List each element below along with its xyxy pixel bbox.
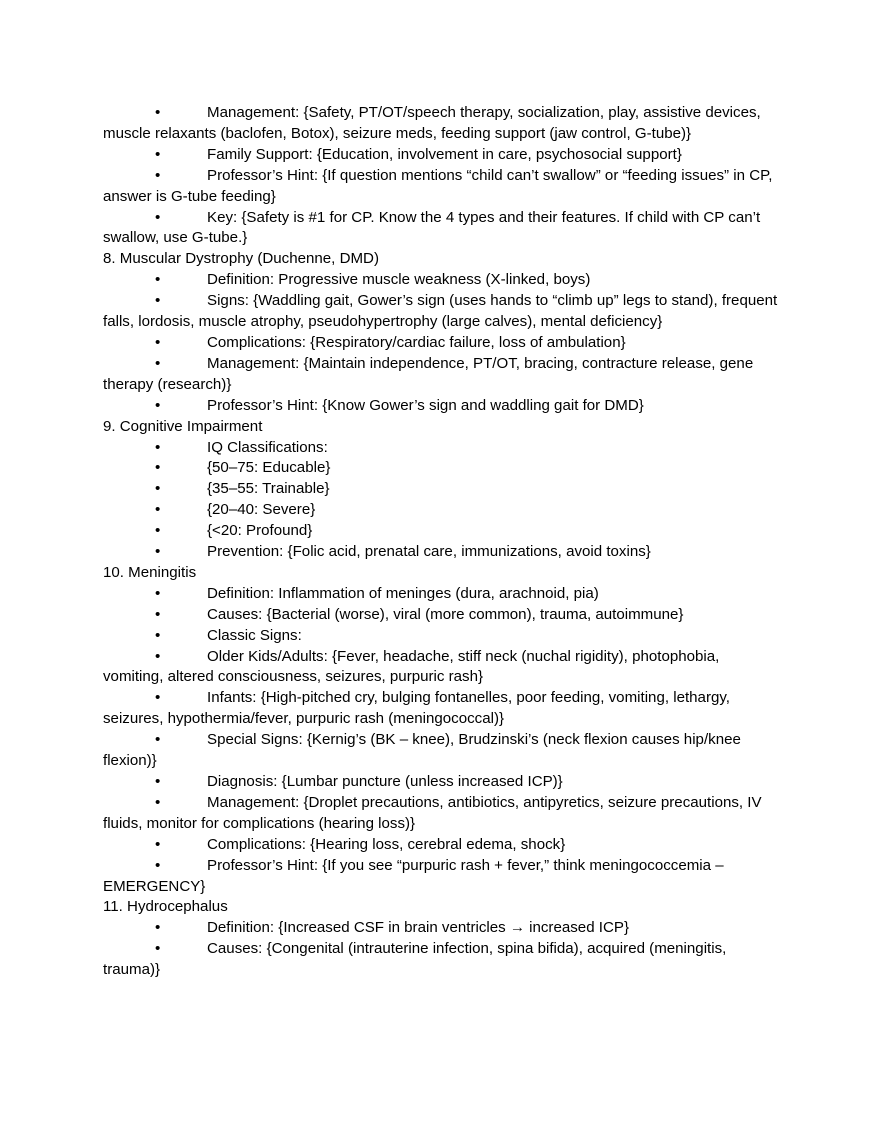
bullet-marker: • bbox=[155, 647, 161, 665]
list-item-text: Key: {Safety is #1 for CP. Know the 4 types and their features. If child with CP can’t swallow, use G-tube.} bbox=[103, 208, 761, 247]
bullet-marker: • bbox=[155, 166, 161, 184]
bullet-marker: • bbox=[155, 396, 161, 414]
bullet-marker: • bbox=[155, 919, 161, 937]
bullet-marker: • bbox=[155, 793, 161, 811]
list-item bbox=[103, 647, 783, 689]
list-item bbox=[103, 605, 783, 626]
list-item-text: {50–75: Educable} bbox=[207, 459, 331, 477]
list-item bbox=[103, 542, 783, 563]
list-item bbox=[103, 103, 783, 145]
bullet-marker: • bbox=[155, 501, 161, 519]
list-item-text: Management: {Maintain independence, PT/OT, bracing, contracture release, gene therapy (research)} bbox=[103, 354, 754, 393]
list-item-text: Complications: {Respiratory/cardiac failure, loss of ambulation} bbox=[207, 333, 626, 351]
bullet-marker: • bbox=[155, 354, 161, 372]
bullet-marker: • bbox=[155, 626, 161, 644]
list-item bbox=[103, 835, 783, 856]
list-item bbox=[103, 939, 783, 981]
bullet-marker: • bbox=[155, 689, 161, 707]
list-item bbox=[103, 479, 783, 500]
bullet-marker: • bbox=[155, 208, 161, 226]
bullet-marker: • bbox=[155, 773, 161, 790]
list-item bbox=[103, 772, 783, 793]
section-heading: 10. Meningitis bbox=[103, 563, 197, 581]
list-item bbox=[103, 145, 783, 166]
bullet-marker: • bbox=[155, 459, 161, 477]
document-body bbox=[103, 103, 783, 981]
list-item bbox=[103, 521, 783, 542]
bullet-marker: • bbox=[155, 605, 161, 623]
list-item bbox=[103, 270, 783, 291]
list-item-text: Management: {Droplet precautions, antibiotics, antipyretics, seizure precautions, IV fluids, monitor for complications (hearing loss)} bbox=[103, 793, 762, 832]
list-item-text: Prevention: {Folic acid, prenatal care, immunizations, avoid toxins} bbox=[207, 543, 651, 561]
list-item bbox=[103, 584, 783, 605]
list-item-text: Definition: Inflammation of meninges (dura, arachnoid, pia) bbox=[207, 584, 599, 602]
list-item-text: Professor’s Hint: {If you see “purpuric rash + fever,” think meningococcemia – EMERGENCY} bbox=[103, 856, 724, 895]
bullet-marker: • bbox=[155, 584, 161, 602]
list-item-text: {<20: Profound} bbox=[207, 522, 313, 540]
bullet-marker: • bbox=[155, 835, 161, 853]
list-item-text: Professor’s Hint: {Know Gower’s sign and waddling gait for DMD} bbox=[207, 396, 644, 414]
list-item-text: Special Signs: {Kernig’s (BK – knee), Brudzinski’s (neck flexion causes hip/knee flexion)} bbox=[103, 731, 741, 770]
list-item bbox=[103, 730, 783, 772]
bullet-marker: • bbox=[155, 856, 161, 874]
list-item-text: Causes: {Congenital (intrauterine infection, spina bifida), acquired (meningitis, trauma)} bbox=[103, 940, 727, 979]
list-item-text: Signs: {Waddling gait, Gower’s sign (uses hands to “climb up” legs to stand), frequent falls, lordosis, muscle atrophy, pseudohypertrophy (large calves), mental deficiency} bbox=[103, 292, 778, 331]
list-item bbox=[103, 208, 783, 250]
bullet-marker: • bbox=[155, 104, 161, 121]
section-heading: 8. Muscular Dystrophy (Duchenne, DMD) bbox=[103, 250, 379, 268]
list-item bbox=[103, 166, 783, 208]
list-item bbox=[103, 500, 783, 521]
list-item-text: Causes: {Bacterial (worse), viral (more common), trauma, autoimmune} bbox=[207, 605, 684, 623]
list-item bbox=[103, 333, 783, 354]
list-item-text: Infants: {High-pitched cry, bulging fontanelles, poor feeding, vomiting, lethargy, seizures, hypothermia/fever, purpuric rash (meningococcal)} bbox=[103, 689, 730, 728]
list-item-text: Complications: {Hearing loss, cerebral edema, shock} bbox=[207, 835, 566, 853]
list-item-text: Professor’s Hint: {If question mentions “child can’t swallow” or “feeding issues” in CP, answer is G-tube feeding} bbox=[103, 166, 773, 205]
bullet-marker: • bbox=[155, 333, 161, 351]
list-item-text: Diagnosis: {Lumbar puncture (unless increased ICP)} bbox=[207, 773, 563, 790]
list-item-text: IQ Classifications: bbox=[207, 438, 328, 456]
list-item bbox=[103, 918, 783, 939]
list-item-text: {35–55: Trainable} bbox=[207, 480, 330, 498]
list-item-text: Definition: {Increased CSF in brain ventricles → increased ICP} bbox=[207, 919, 629, 937]
list-item-text: Definition: Progressive muscle weakness (X-linked, boys) bbox=[207, 271, 591, 289]
bullet-marker: • bbox=[155, 522, 161, 540]
list-item-text: {20–40: Severe} bbox=[207, 501, 316, 519]
list-item-text: Family Support: {Education, involvement in care, psychosocial support} bbox=[207, 145, 682, 163]
list-item bbox=[103, 396, 783, 417]
bullet-marker: • bbox=[155, 940, 161, 958]
bullet-marker: • bbox=[155, 145, 161, 163]
section-heading: 11. Hydrocephalus bbox=[103, 898, 228, 916]
bullet-marker: • bbox=[155, 292, 161, 310]
list-item bbox=[103, 458, 783, 479]
bullet-marker: • bbox=[155, 271, 161, 289]
bullet-marker: • bbox=[155, 438, 161, 456]
list-item bbox=[103, 793, 783, 835]
list-item bbox=[103, 626, 783, 647]
list-item bbox=[103, 354, 783, 396]
bullet-marker: • bbox=[155, 543, 161, 561]
list-item bbox=[103, 688, 783, 730]
bullet-marker: • bbox=[155, 731, 161, 749]
list-item bbox=[103, 291, 783, 333]
list-item-text: Classic Signs: bbox=[207, 626, 302, 644]
list-item bbox=[103, 438, 783, 459]
list-item bbox=[103, 856, 783, 898]
list-item-text: Older Kids/Adults: {Fever, headache, stiff neck (nuchal rigidity), photophobia, vomiting, altered consciousness, seizures, purpuric rash} bbox=[103, 647, 720, 686]
bullet-marker: • bbox=[155, 480, 161, 498]
list-item-text: Management: {Safety, PT/OT/speech therapy, socialization, play, assistive devices, muscle relaxants (baclofen, Botox), seizure meds, feeding support (jaw control, G-tube)} bbox=[103, 104, 761, 142]
section-heading: 9. Cognitive Impairment bbox=[103, 417, 263, 435]
